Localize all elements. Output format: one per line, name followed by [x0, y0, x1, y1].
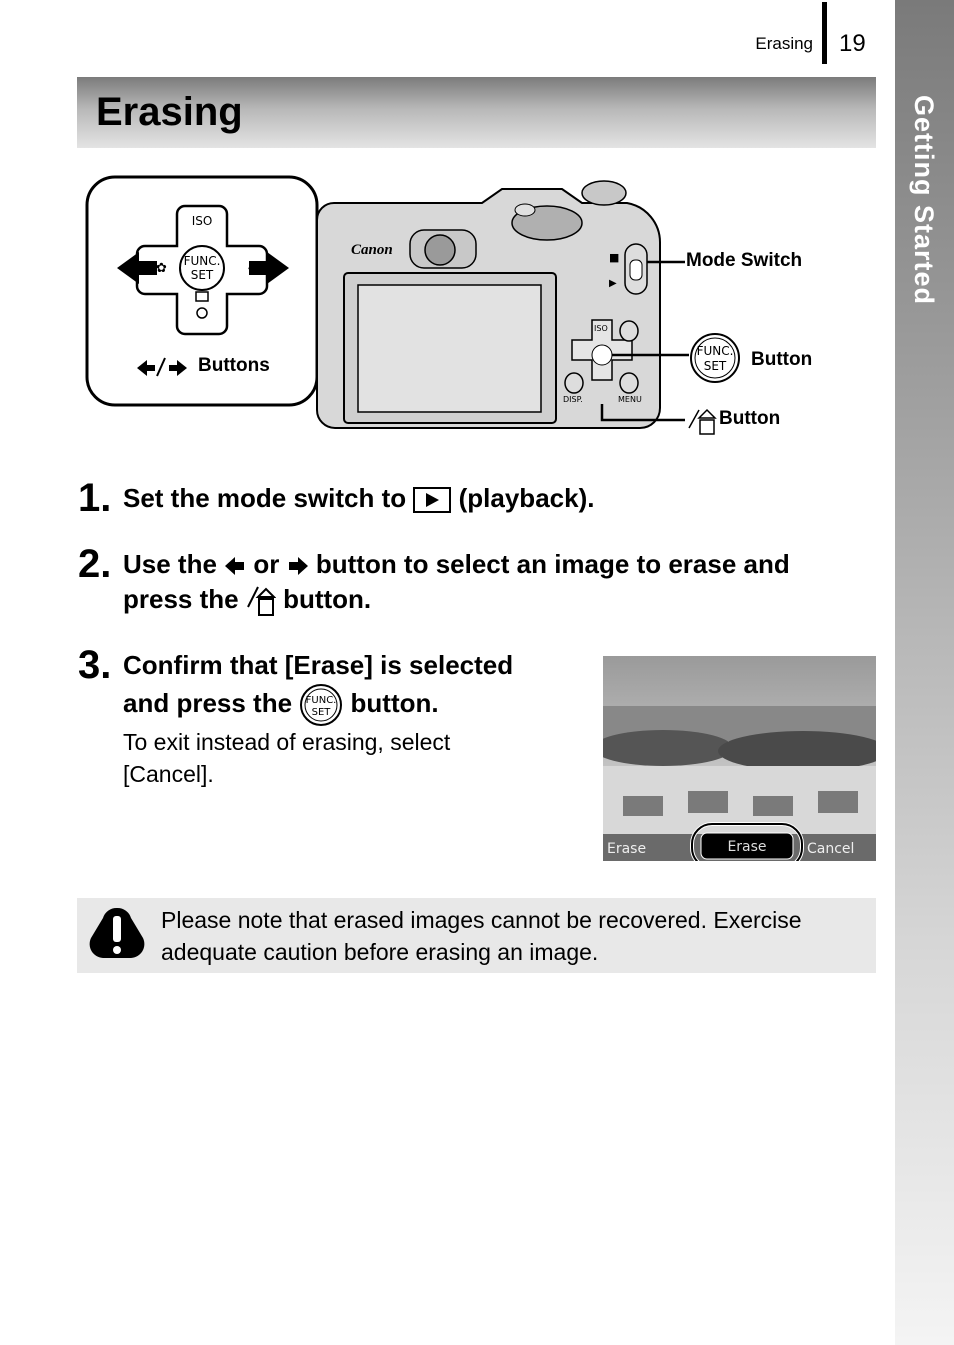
lcd-screen: [358, 285, 541, 412]
step-1-number: 1.: [78, 476, 112, 520]
svg-text:ISO: ISO: [594, 324, 608, 333]
step-3-note: To exit instead of erasing, select [Cancel].: [123, 729, 451, 787]
step-2-text: Use the or button to select an image to erase and press the button.: [123, 547, 883, 617]
title-bar: [77, 77, 876, 148]
beach-photo: [603, 656, 876, 861]
svg-text:MENU: MENU: [618, 395, 642, 404]
svg-text:▶: ▶: [609, 278, 617, 289]
erase-button-label: Button: [719, 408, 781, 429]
erase-inline-icon: [246, 585, 276, 617]
lcd-photo: [603, 656, 876, 861]
macro-icon: ✿: [156, 261, 167, 276]
mode-switch-label: Mode Switch: [686, 250, 803, 271]
playback-icon: [413, 487, 451, 513]
running-header: Erasing: [755, 34, 813, 53]
svg-text:FUNC.: FUNC.: [305, 695, 337, 706]
buttons-label: Buttons: [198, 355, 270, 376]
svg-text:FUNC.: FUNC.: [183, 254, 221, 268]
svg-text:■: ■: [609, 251, 620, 264]
brand-logo: Canon: [351, 242, 393, 258]
svg-text:SET: SET: [311, 707, 331, 718]
page-title: Erasing: [96, 90, 243, 134]
header-rule: [822, 2, 827, 64]
page-number: 19: [839, 30, 866, 57]
func-set-callout-icon: [691, 334, 739, 382]
func-set-inline-icon: [299, 683, 343, 727]
right-arrow-inline-icon: [287, 556, 309, 576]
svg-text:ISO: ISO: [191, 214, 213, 228]
step-1-text: Set the mode switch to (playback).: [123, 483, 595, 513]
svg-text:DISP.: DISP.: [563, 395, 583, 404]
lcd-erase-left: Erase: [607, 841, 647, 857]
step-2-number: 2.: [78, 542, 112, 586]
caution-icon: [89, 906, 145, 962]
svg-text:FUNC.: FUNC.: [696, 344, 734, 358]
step-3-number: 3.: [78, 643, 112, 687]
erase-callout-icon: [689, 410, 715, 434]
lcd-cancel-option: Cancel: [807, 841, 855, 857]
svg-text:SET: SET: [703, 359, 727, 373]
flash-icon: ϟ: [247, 260, 257, 278]
lcd-erase-option: Erase: [727, 839, 767, 855]
shutter-button: [582, 181, 626, 205]
svg-text:SET: SET: [190, 268, 214, 282]
left-arrow-inline-icon: [224, 556, 246, 576]
camera-figure: [77, 168, 877, 458]
side-tab-label: Getting Started: [908, 95, 939, 306]
caution-text: Please note that erased images cannot be recovered. Exercise adequate caution before erasing an image.: [161, 907, 802, 965]
section-side-tab: [895, 0, 954, 1345]
func-set-button-label: Button: [751, 349, 813, 370]
power-button: [515, 204, 535, 216]
step-3-text: Confirm that [Erase] is selected and press the FUNC. SET button.: [123, 648, 593, 727]
caution-box: [77, 898, 876, 973]
